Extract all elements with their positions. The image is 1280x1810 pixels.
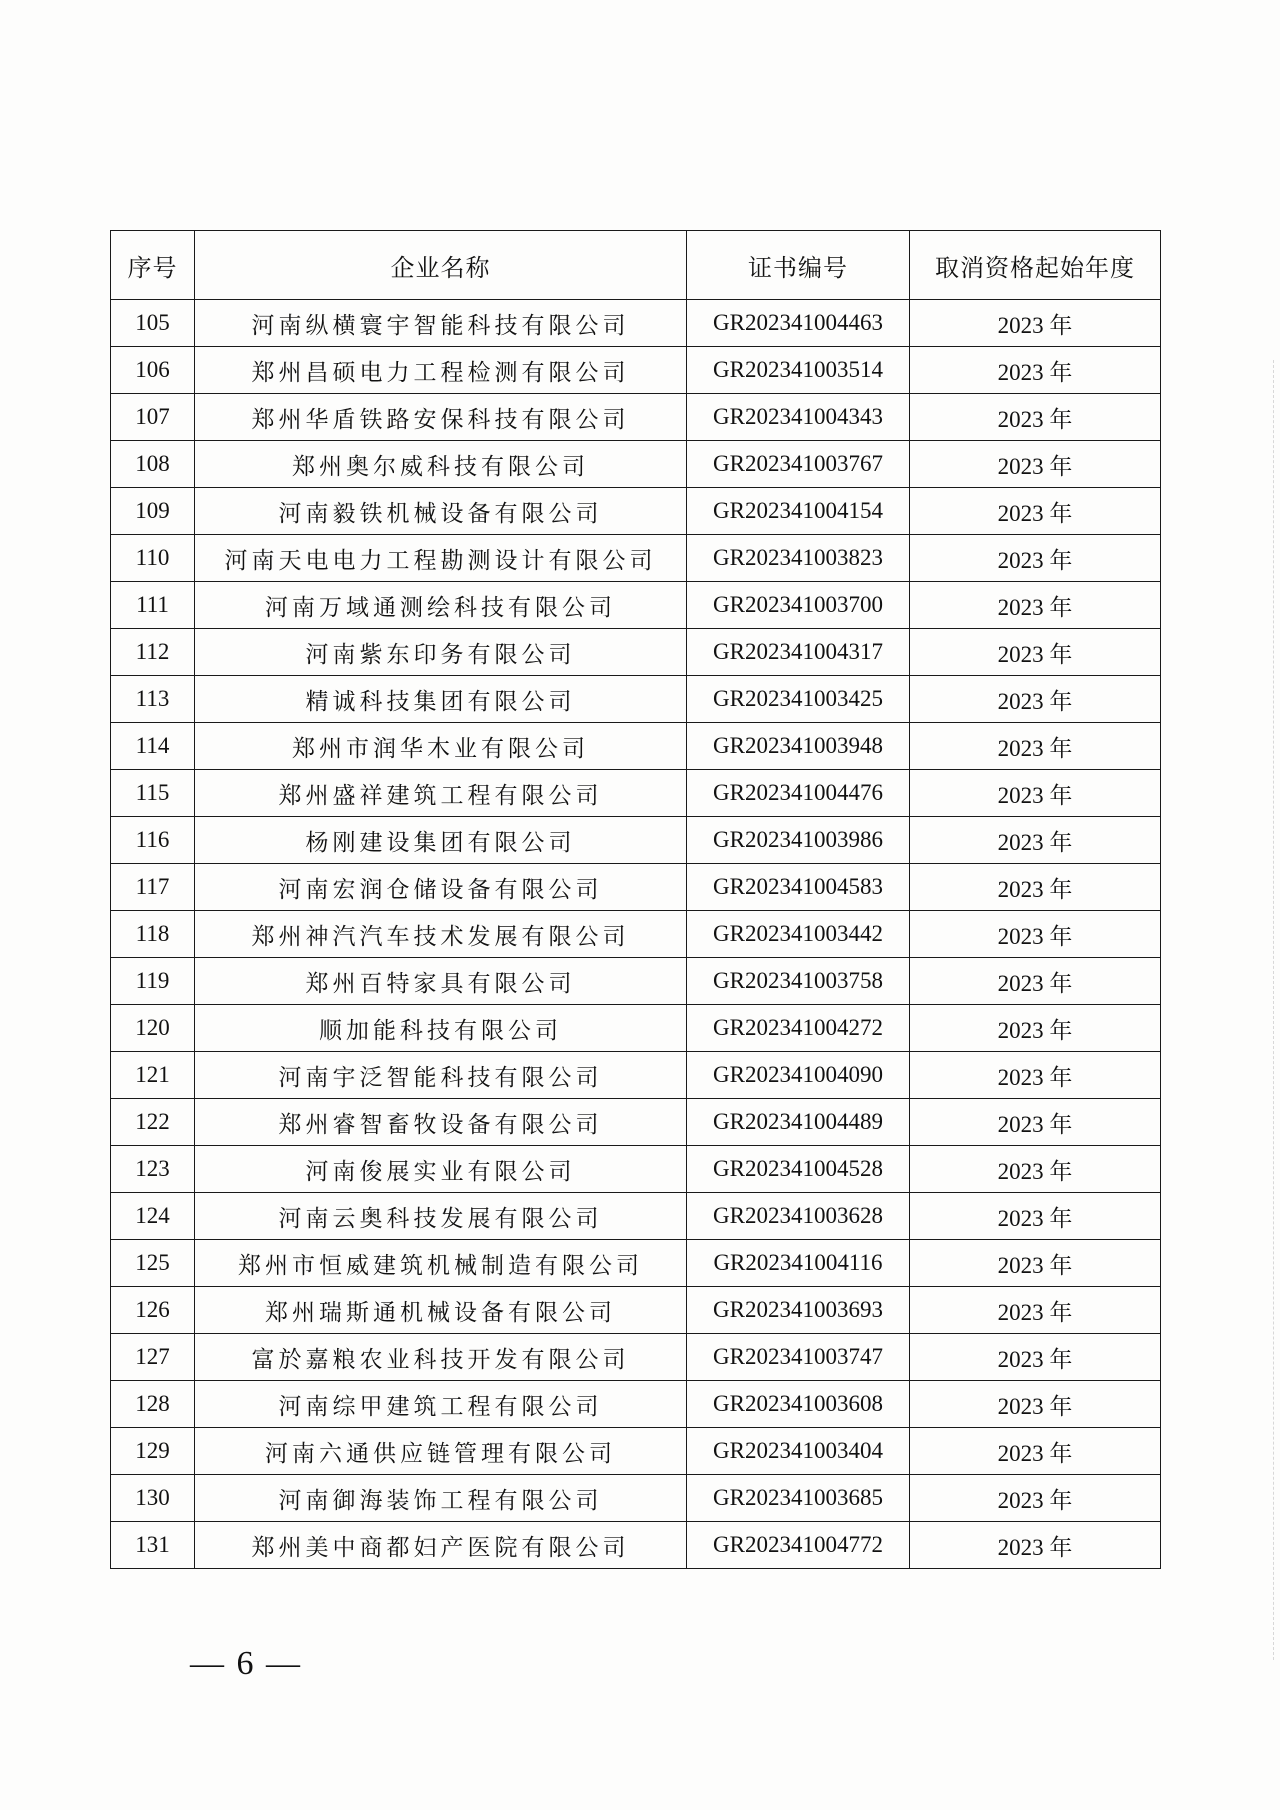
- table-row: [111, 723, 1161, 770]
- cell-seq: 106: [111, 347, 195, 394]
- cell-certificate-number: GR202341004476: [687, 770, 910, 817]
- cell-seq: 126: [111, 1287, 195, 1334]
- cell-company-name: 河南纵横寰宇智能科技有限公司: [195, 300, 687, 347]
- cell-company-name: 顺加能科技有限公司: [195, 1005, 687, 1052]
- cell-company-name: 郑州瑞斯通机械设备有限公司: [195, 1287, 687, 1334]
- cell-revocation-year: 2023 年: [910, 1475, 1161, 1522]
- cell-seq: 117: [111, 864, 195, 911]
- cell-certificate-number: GR202341003425: [687, 676, 910, 723]
- cell-certificate-number: GR202341003986: [687, 817, 910, 864]
- cell-certificate-number: GR202341004090: [687, 1052, 910, 1099]
- cell-certificate-number: GR202341003608: [687, 1381, 910, 1428]
- cell-company-name: 富於嘉粮农业科技开发有限公司: [195, 1334, 687, 1381]
- cell-revocation-year: 2023 年: [910, 1193, 1161, 1240]
- cell-certificate-number: GR202341003685: [687, 1475, 910, 1522]
- cell-revocation-year: 2023 年: [910, 1522, 1161, 1569]
- cell-certificate-number: GR202341003404: [687, 1428, 910, 1475]
- table-body: [111, 300, 1161, 1569]
- cell-revocation-year: 2023 年: [910, 347, 1161, 394]
- table-row: [111, 441, 1161, 488]
- cell-revocation-year: 2023 年: [910, 394, 1161, 441]
- cell-revocation-year: 2023 年: [910, 1334, 1161, 1381]
- table-row: [111, 582, 1161, 629]
- cell-seq: 118: [111, 911, 195, 958]
- header-seq: 序号: [111, 231, 195, 300]
- table-row: [111, 864, 1161, 911]
- cell-seq: 107: [111, 394, 195, 441]
- cell-certificate-number: GR202341003628: [687, 1193, 910, 1240]
- page-number: — 6 —: [190, 1645, 302, 1682]
- cell-certificate-number: GR202341003442: [687, 911, 910, 958]
- cell-seq: 119: [111, 958, 195, 1005]
- cell-revocation-year: 2023 年: [910, 1381, 1161, 1428]
- cell-revocation-year: 2023 年: [910, 1287, 1161, 1334]
- cell-company-name: 郑州睿智畜牧设备有限公司: [195, 1099, 687, 1146]
- cell-seq: 127: [111, 1334, 195, 1381]
- cell-seq: 122: [111, 1099, 195, 1146]
- cell-certificate-number: GR202341003767: [687, 441, 910, 488]
- cell-company-name: 河南俊展实业有限公司: [195, 1146, 687, 1193]
- cell-company-name: 河南六通供应链管理有限公司: [195, 1428, 687, 1475]
- cell-certificate-number: GR202341003823: [687, 535, 910, 582]
- table-row: [111, 1475, 1161, 1522]
- table-row: [111, 1334, 1161, 1381]
- cell-certificate-number: GR202341004583: [687, 864, 910, 911]
- cell-company-name: 郑州昌硕电力工程检测有限公司: [195, 347, 687, 394]
- cell-seq: 116: [111, 817, 195, 864]
- cell-certificate-number: GR202341004463: [687, 300, 910, 347]
- table-row: [111, 1428, 1161, 1475]
- cell-seq: 128: [111, 1381, 195, 1428]
- table-row: [111, 911, 1161, 958]
- table-row: [111, 676, 1161, 723]
- cell-company-name: 河南云奥科技发展有限公司: [195, 1193, 687, 1240]
- cell-certificate-number: GR202341004489: [687, 1099, 910, 1146]
- cell-certificate-number: GR202341003514: [687, 347, 910, 394]
- table-header-row: [111, 231, 1161, 300]
- scan-edge-artifact: [1271, 360, 1274, 1660]
- cell-seq: 109: [111, 488, 195, 535]
- cell-certificate-number: GR202341003693: [687, 1287, 910, 1334]
- cell-seq: 114: [111, 723, 195, 770]
- cell-revocation-year: 2023 年: [910, 488, 1161, 535]
- table-row: [111, 1005, 1161, 1052]
- cell-company-name: 郑州华盾铁路安保科技有限公司: [195, 394, 687, 441]
- cell-seq: 123: [111, 1146, 195, 1193]
- cell-company-name: 河南宇泛智能科技有限公司: [195, 1052, 687, 1099]
- cell-company-name: 河南综甲建筑工程有限公司: [195, 1381, 687, 1428]
- table-row: [111, 1052, 1161, 1099]
- cell-certificate-number: GR202341004343: [687, 394, 910, 441]
- cell-company-name: 河南万域通测绘科技有限公司: [195, 582, 687, 629]
- cell-certificate-number: GR202341004154: [687, 488, 910, 535]
- table-row: [111, 300, 1161, 347]
- cell-certificate-number: GR202341004528: [687, 1146, 910, 1193]
- cell-company-name: 河南紫东印务有限公司: [195, 629, 687, 676]
- cell-company-name: 杨刚建设集团有限公司: [195, 817, 687, 864]
- cell-seq: 115: [111, 770, 195, 817]
- table-row: [111, 1099, 1161, 1146]
- cell-seq: 125: [111, 1240, 195, 1287]
- cell-company-name: 郑州百特家具有限公司: [195, 958, 687, 1005]
- cell-revocation-year: 2023 年: [910, 629, 1161, 676]
- table-row: [111, 347, 1161, 394]
- table-row: [111, 958, 1161, 1005]
- cell-certificate-number: GR202341003747: [687, 1334, 910, 1381]
- cell-revocation-year: 2023 年: [910, 817, 1161, 864]
- cell-revocation-year: 2023 年: [910, 676, 1161, 723]
- cell-certificate-number: GR202341004772: [687, 1522, 910, 1569]
- cell-revocation-year: 2023 年: [910, 770, 1161, 817]
- cell-revocation-year: 2023 年: [910, 582, 1161, 629]
- cell-company-name: 河南天电电力工程勘测设计有限公司: [195, 535, 687, 582]
- cell-revocation-year: 2023 年: [910, 911, 1161, 958]
- table-row: [111, 629, 1161, 676]
- cell-seq: 124: [111, 1193, 195, 1240]
- cell-company-name: 河南毅铁机械设备有限公司: [195, 488, 687, 535]
- cell-certificate-number: GR202341003700: [687, 582, 910, 629]
- cell-company-name: 郑州市润华木业有限公司: [195, 723, 687, 770]
- cell-seq: 111: [111, 582, 195, 629]
- table-row: [111, 1146, 1161, 1193]
- table-row: [111, 394, 1161, 441]
- table-row: [111, 770, 1161, 817]
- cell-seq: 121: [111, 1052, 195, 1099]
- cell-revocation-year: 2023 年: [910, 1005, 1161, 1052]
- header-revocation-year: 取消资格起始年度: [910, 231, 1161, 300]
- cell-revocation-year: 2023 年: [910, 1146, 1161, 1193]
- cell-certificate-number: GR202341004116: [687, 1240, 910, 1287]
- cell-seq: 112: [111, 629, 195, 676]
- cell-revocation-year: 2023 年: [910, 723, 1161, 770]
- header-certificate-number: 证书编号: [687, 231, 910, 300]
- cell-company-name: 郑州美中商都妇产医院有限公司: [195, 1522, 687, 1569]
- cell-company-name: 郑州盛祥建筑工程有限公司: [195, 770, 687, 817]
- cell-company-name: 郑州奥尔威科技有限公司: [195, 441, 687, 488]
- table-row: [111, 817, 1161, 864]
- cell-company-name: 精诚科技集团有限公司: [195, 676, 687, 723]
- cell-revocation-year: 2023 年: [910, 864, 1161, 911]
- header-company-name: 企业名称: [195, 231, 687, 300]
- cell-revocation-year: 2023 年: [910, 958, 1161, 1005]
- cell-seq: 120: [111, 1005, 195, 1052]
- cell-company-name: 河南宏润仓储设备有限公司: [195, 864, 687, 911]
- cell-seq: 105: [111, 300, 195, 347]
- cell-revocation-year: 2023 年: [910, 441, 1161, 488]
- cell-revocation-year: 2023 年: [910, 1099, 1161, 1146]
- table-row: [111, 488, 1161, 535]
- cell-seq: 131: [111, 1522, 195, 1569]
- cell-revocation-year: 2023 年: [910, 300, 1161, 347]
- table-row: [111, 535, 1161, 582]
- table-row: [111, 1381, 1161, 1428]
- cell-seq: 130: [111, 1475, 195, 1522]
- cell-certificate-number: GR202341003948: [687, 723, 910, 770]
- table-row: [111, 1287, 1161, 1334]
- cell-seq: 110: [111, 535, 195, 582]
- cell-revocation-year: 2023 年: [910, 1052, 1161, 1099]
- cell-certificate-number: GR202341003758: [687, 958, 910, 1005]
- table-row: [111, 1240, 1161, 1287]
- table-row: [111, 1522, 1161, 1569]
- cell-seq: 108: [111, 441, 195, 488]
- revoked-qualification-table: [110, 230, 1161, 1569]
- cell-company-name: 河南御海装饰工程有限公司: [195, 1475, 687, 1522]
- cell-revocation-year: 2023 年: [910, 1428, 1161, 1475]
- cell-seq: 113: [111, 676, 195, 723]
- cell-company-name: 郑州市恒威建筑机械制造有限公司: [195, 1240, 687, 1287]
- cell-company-name: 郑州神汽汽车技术发展有限公司: [195, 911, 687, 958]
- cell-certificate-number: GR202341004317: [687, 629, 910, 676]
- table-row: [111, 1193, 1161, 1240]
- cell-revocation-year: 2023 年: [910, 1240, 1161, 1287]
- cell-certificate-number: GR202341004272: [687, 1005, 910, 1052]
- cell-seq: 129: [111, 1428, 195, 1475]
- cell-revocation-year: 2023 年: [910, 535, 1161, 582]
